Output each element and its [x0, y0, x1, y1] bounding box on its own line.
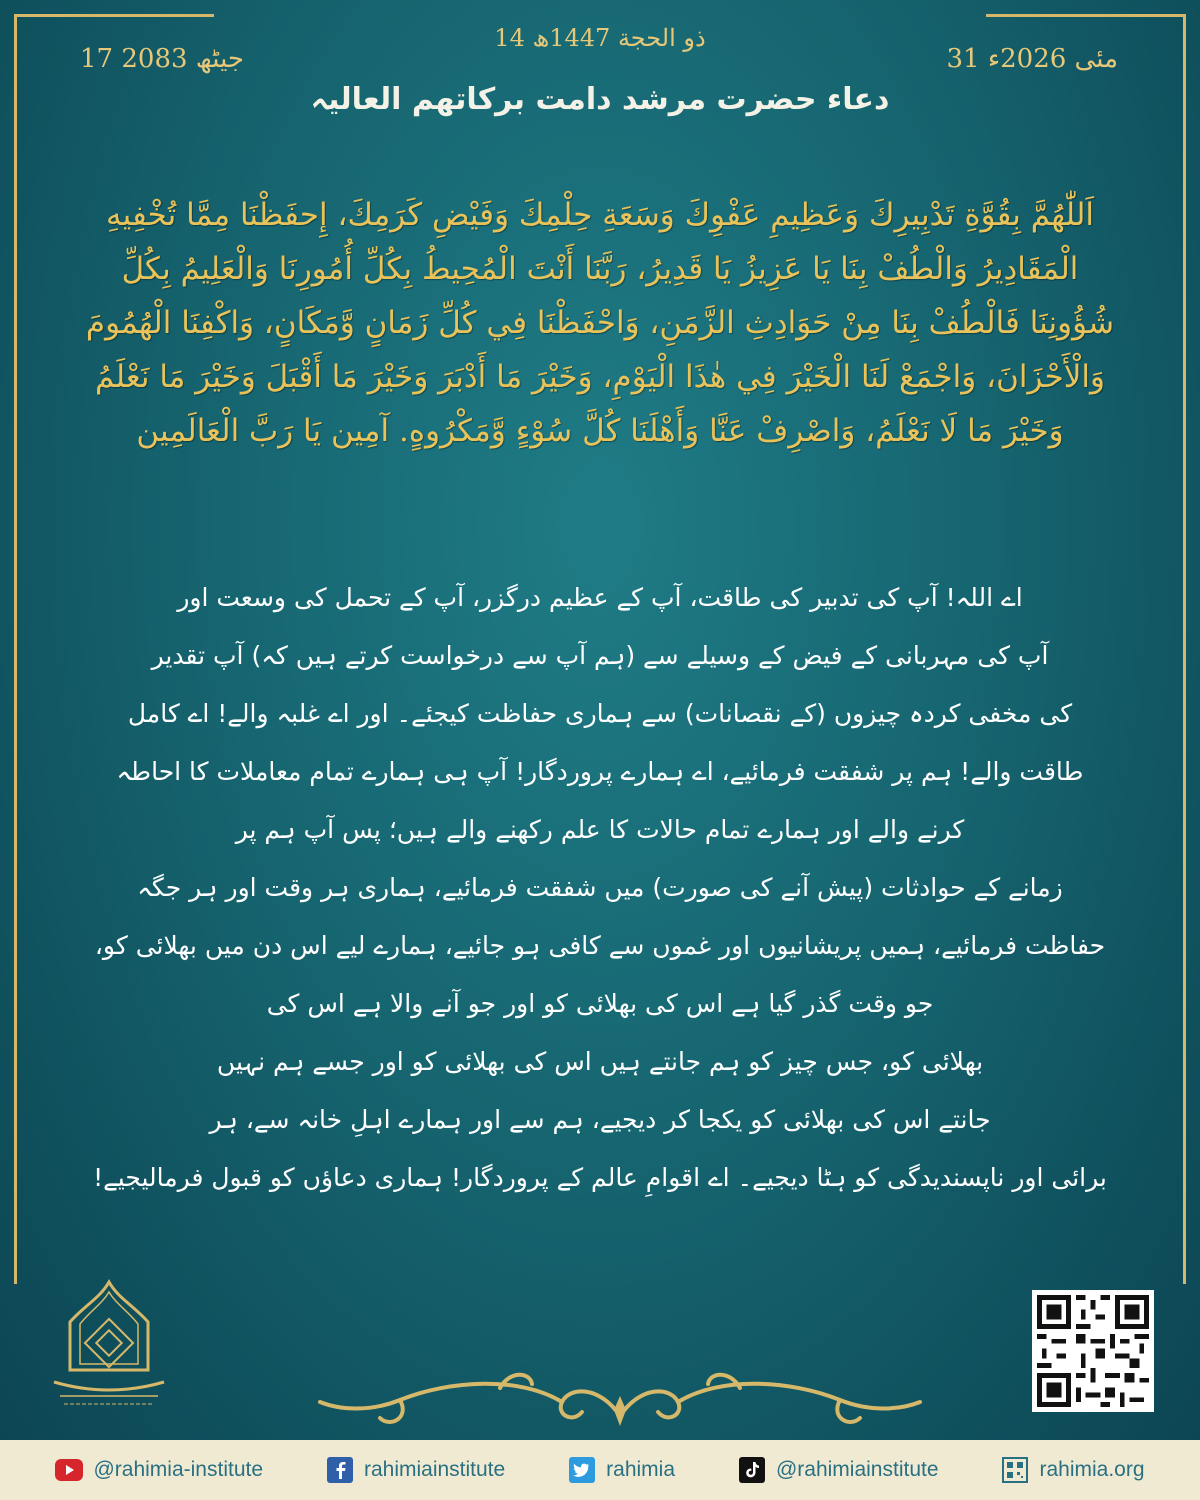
- ornament-divider: [300, 1366, 940, 1436]
- footer-bar: [0, 1440, 1200, 1500]
- rahimia-logo: [40, 1278, 178, 1418]
- tiktok-icon: [738, 1456, 766, 1484]
- twitter-link[interactable]: [568, 1456, 675, 1484]
- youtube-link[interactable]: [55, 1456, 263, 1484]
- tiktok-link[interactable]: [738, 1456, 939, 1484]
- qr-web-icon: [1001, 1456, 1029, 1484]
- twitter-handle: rahimia: [606, 1458, 676, 1481]
- frame-right: [1183, 14, 1186, 1284]
- arabic-dua-text: اَللّٰهُمَّ بِقُوَّةِ تَدْبِيرِكَ وَعَظِيمِ عَفْوِكَ وَسَعَةِ حِلْمِكَ وَفَيْضِ كَرَمِكَ، إِحفَظْنَا مِمَّا تُخْفِيهِ الْمَقَادِيرُ وَالْطُفْ بِنَا يَا عَزِيزُ يَا قَدِيرُ، رَبَّنَا أَنْتَ الْمُحِيطُ بِكُلِّ أُمُورِنَا وَالْعَلِيمُ بِكُلِّ شُؤُونِنَا فَالْطُفْ بِنَا مِنْ حَوَادِثِ الزَّمَنِ، وَاحْفَظْنَا فِي كُلِّ زَمَانٍ وَّمَكَانٍ، وَاكْفِنَا الْهُمُومَ وَالْأَحْزَانَ، وَاجْمَعْ لَنَا الْخَيْرَ فِي هٰذَا الْيَوْمِ، وَخَيْرَ مَا أَدْبَرَ وَخَيْرَ مَا أَقْبَلَ وَخَيْرَ مَا نَعْلَمُ وَخَيْرَ مَا لَا نَعْلَمُ، وَاصْرِفْ عَنَّا وَأَهْلَنَا كُلَّ سُوْءٍ وَّمَكْرُوهٍ. آمِين يَا رَبَّ الْعَالَمِين: [85, 197, 1115, 449]
- qr-code: [1032, 1290, 1154, 1412]
- urdu-line: کرنے والے اور ہمارے تمام حالات کا علم رکھنے والے ہیں؛ پس آپ ہم پر: [235, 815, 965, 844]
- urdu-line: برائی اور ناپسندیدگی کو ہٹا دیجیے۔ اے اقوامِ عالم کے پروردگار! ہماری دعاؤں کو قبول فرمالیجیے!: [93, 1163, 1107, 1192]
- frame-left: [14, 14, 17, 1284]
- urdu-line: حفاظت فرمائیے، ہمیں پریشانیوں اور غموں سے کافی ہو جائیے، ہمارے لیے اس دن میں بھلائی کو،: [94, 931, 1106, 960]
- urdu-line: طاقت والے! ہم پر شفقت فرمائیے، اے ہمارے پروردگار! آپ ہی ہمارے تمام معاملات کا احاطہ: [116, 757, 1084, 786]
- twitter-icon: [568, 1456, 596, 1484]
- urdu-line: جو وقت گذر گیا ہے اس کی بھلائی کو اور جو آنے والا ہے اس کی: [266, 989, 934, 1018]
- urdu-line: کی مخفی کردہ چیزوں (کے نقصانات) سے ہماری حفاظت کیجئے۔ اور اے غلبہ والے! اے کامل: [127, 699, 1073, 728]
- urdu-line: جانتے اس کی بھلائی کو یکجا کر دیجیے، ہم سے اور ہمارے اہلِ خانہ سے، ہر: [209, 1105, 991, 1134]
- frame-top-right: [986, 14, 1186, 17]
- hijri-date: 14 ذو الحجة 1447ھ: [494, 24, 706, 52]
- website-link[interactable]: [1001, 1456, 1144, 1484]
- urdu-line: زمانے کے حوادثات (پیش آنے کی صورت) میں شفقت فرمائیے، ہماری ہر وقت اور ہر جگہ: [137, 873, 1063, 902]
- facebook-link[interactable]: [326, 1456, 505, 1484]
- tiktok-handle: @rahimiainstitute: [775, 1458, 939, 1481]
- youtube-icon: [55, 1456, 83, 1484]
- youtube-handle: @rahimia-institute: [93, 1458, 264, 1481]
- urdu-line: بھلائی کو، جس چیز کو ہم جانتے ہیں اس کی بھلائی کو اور جسے ہم نہیں: [216, 1047, 984, 1076]
- bikrami-date: 17 جیٹھ 2083: [80, 44, 244, 74]
- urdu-line: اے اللہ! آپ کی تدبیر کی طاقت، آپ کے عظیم درگزر، آپ کے تحمل کی وسعت اور: [177, 583, 1023, 612]
- page-title: دعاء حضرت مرشد دامت برکاتھم العالیہ: [310, 82, 890, 117]
- gregorian-date: 31 مئی 2026ء: [946, 44, 1118, 74]
- frame-top-left: [14, 14, 214, 17]
- urdu-line: آپ کی مہربانی کے فیض کے وسیلے سے (ہم آپ سے درخواست کرتے ہیں کہ) آپ تقدیر: [151, 641, 1049, 670]
- facebook-icon: [326, 1456, 354, 1484]
- website-url: rahimia.org: [1039, 1458, 1145, 1481]
- urdu-translation: [90, 578, 1110, 1216]
- facebook-handle: rahimiainstitute: [363, 1458, 506, 1481]
